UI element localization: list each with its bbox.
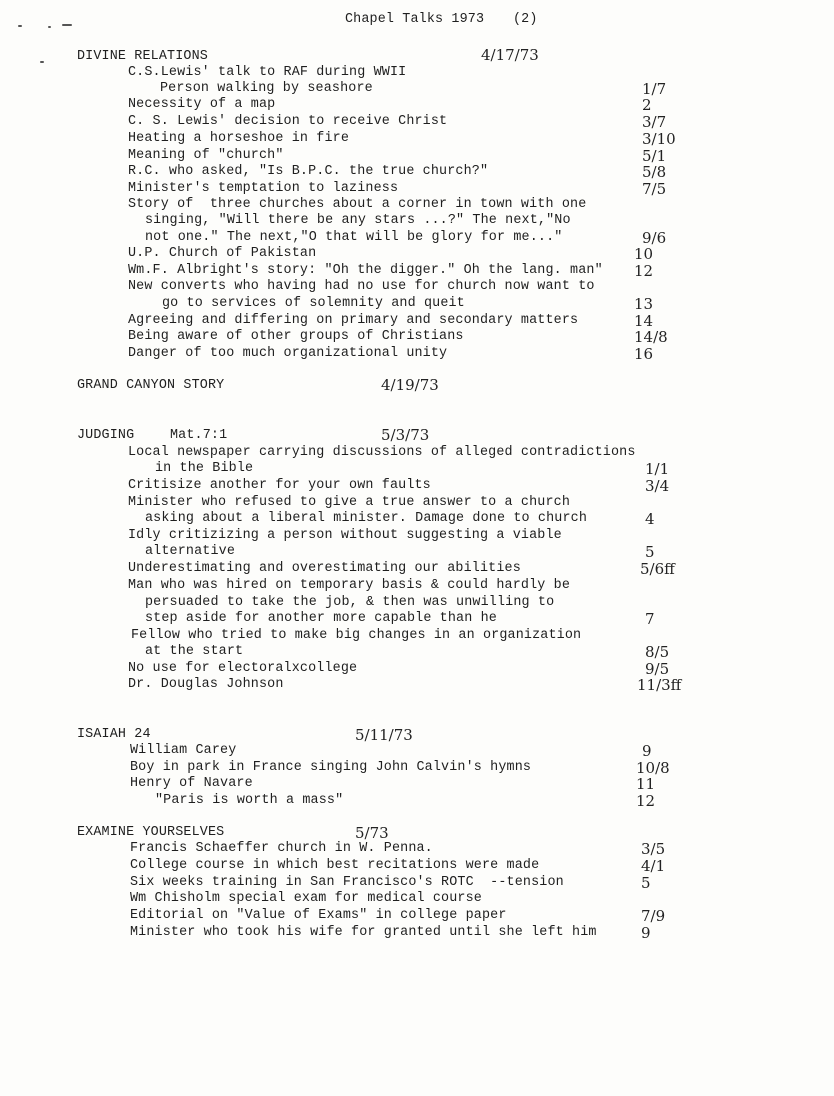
entry-line: C. S. Lewis' decision to receive Christ [128, 114, 448, 129]
stray-mark [62, 24, 72, 26]
entry-ref: 5/6ff [640, 560, 675, 578]
page-number: (2) [513, 12, 538, 27]
entry-line: Henry of Navare [130, 776, 253, 791]
entry-line: Minister who took his wife for granted until she left him [130, 925, 597, 940]
section-title: GRAND CANYON STORY [77, 378, 225, 393]
entry-line: persuaded to take the job, & then was unwilling to [145, 595, 555, 610]
entry-line: Man who was hired on temporary basis & could hardly be [128, 578, 571, 593]
stray-mark [48, 26, 51, 28]
section-date: 5/3/73 [381, 426, 430, 444]
entry-ref: 7 [645, 610, 655, 628]
entry-line: at the start [145, 644, 244, 659]
entry-line: alternative [145, 544, 236, 559]
entry-ref: 10 [634, 245, 654, 263]
section-title: EXAMINE YOURSELVES [77, 825, 225, 840]
stray-mark [40, 61, 44, 63]
section-title: DIVINE RELATIONS [77, 49, 208, 64]
entry-ref: 5 [641, 874, 651, 892]
entry-ref: 3/7 [642, 113, 667, 131]
entry-ref: 12 [636, 792, 656, 810]
section-title: JUDGING [77, 428, 135, 443]
entry-line: Being aware of other groups of Christians [128, 329, 464, 344]
entry-line: Six weeks training in San Francisco's ROTC --tension [130, 875, 564, 890]
entry-ref: 4 [645, 510, 655, 528]
entry-ref: 4/1 [641, 857, 666, 875]
entry-ref: 2 [642, 96, 652, 114]
entry-line: College course in which best recitations were made [130, 858, 540, 873]
entry-ref: 1/1 [645, 460, 670, 478]
entry-ref: 9 [641, 924, 651, 942]
entry-line: No use for electoralxcollege [128, 661, 358, 676]
entry-ref: 9/5 [645, 660, 670, 678]
entry-line: Necessity of a map [128, 97, 276, 112]
entry-ref: 9 [642, 742, 652, 760]
entry-line: step aside for another more capable than he [145, 611, 497, 626]
entry-ref: 5/1 [642, 147, 667, 165]
section-date: 4/17/73 [481, 46, 539, 64]
entry-line: Boy in park in France singing John Calvin's hymns [130, 760, 532, 775]
entry-ref: 10/8 [636, 759, 670, 777]
entry-line: Story of three churches about a corner in town with one [128, 197, 587, 212]
entry-line: U.P. Church of Pakistan [128, 246, 317, 261]
entry-line: Idly critizizing a person without suggesting a viable [128, 528, 562, 543]
entry-line: Wm.F. Albright's story: "Oh the digger." Oh the lang. man" [128, 263, 603, 278]
entry-line: Meaning of "church" [128, 148, 284, 163]
entry-line: Underestimating and overestimating our abilities [128, 561, 521, 576]
section-date: 4/19/73 [381, 376, 439, 394]
entry-ref: 8/5 [645, 643, 670, 661]
entry-line: Local newspaper carrying discussions of alleged contradictions [128, 445, 636, 460]
entry-line: R.C. who asked, "Is B.P.C. the true church?" [128, 164, 489, 179]
entry-line: asking about a liberal minister. Damage done to church [145, 511, 588, 526]
section-date: 5/73 [355, 824, 389, 842]
entry-line: Wm Chisholm special exam for medical course [130, 891, 482, 906]
entry-line: Heating a horseshoe in fire [128, 131, 350, 146]
entry-ref: 3/10 [642, 130, 676, 148]
entry-line: Agreeing and differing on primary and secondary matters [128, 313, 579, 328]
entry-ref: 3/5 [641, 840, 666, 858]
page-title: Chapel Talks 1973 [345, 12, 485, 27]
entry-ref: 7/9 [641, 907, 666, 925]
section-title: ISAIAH 24 [77, 727, 151, 742]
entry-ref: 11/3ff [637, 676, 682, 694]
entry-ref: 1/7 [642, 80, 667, 98]
entry-line: singing, "Will there be any stars ...?" The next,"No [145, 213, 571, 228]
entry-line: in the Bible [155, 461, 254, 476]
entry-line: go to services of solemnity and queit [162, 296, 465, 311]
entry-line: Danger of too much organizational unity [128, 346, 448, 361]
section-scripture-ref: Mat.7:1 [170, 428, 228, 443]
entry-ref: 9/6 [642, 229, 667, 247]
entry-line: William Carey [130, 743, 237, 758]
entry-ref: 7/5 [642, 180, 667, 198]
entry-ref: 12 [634, 262, 654, 280]
entry-line: Fellow who tried to make big changes in an organization [131, 628, 582, 643]
entry-ref: 5/8 [642, 163, 667, 181]
entry-line: Minister who refused to give a true answer to a church [128, 495, 571, 510]
entry-line: C.S.Lewis' talk to RAF during WWII [128, 65, 407, 80]
entry-ref: 16 [634, 345, 654, 363]
entry-line: New converts who having had no use for church now want to [128, 279, 595, 294]
entry-line: not one." The next,"O that will be glory for me..." [145, 230, 563, 245]
section-date: 5/11/73 [355, 726, 413, 744]
entry-ref: 13 [634, 295, 654, 313]
entry-line: Minister's temptation to laziness [128, 181, 399, 196]
entry-line: Critisize another for your own faults [128, 478, 431, 493]
entry-line: Francis Schaeffer church in W. Penna. [130, 841, 433, 856]
entry-ref: 14/8 [634, 328, 668, 346]
entry-ref: 3/4 [645, 477, 670, 495]
entry-ref: 14 [634, 312, 654, 330]
entry-ref: 11 [636, 775, 656, 793]
entry-line: "Paris is worth a mass" [155, 793, 344, 808]
entry-line: Editorial on "Value of Exams" in college paper [130, 908, 507, 923]
entry-ref: 5 [645, 543, 655, 561]
entry-line: Dr. Douglas Johnson [128, 677, 284, 692]
stray-mark [18, 25, 22, 27]
entry-line: Person walking by seashore [160, 81, 373, 96]
